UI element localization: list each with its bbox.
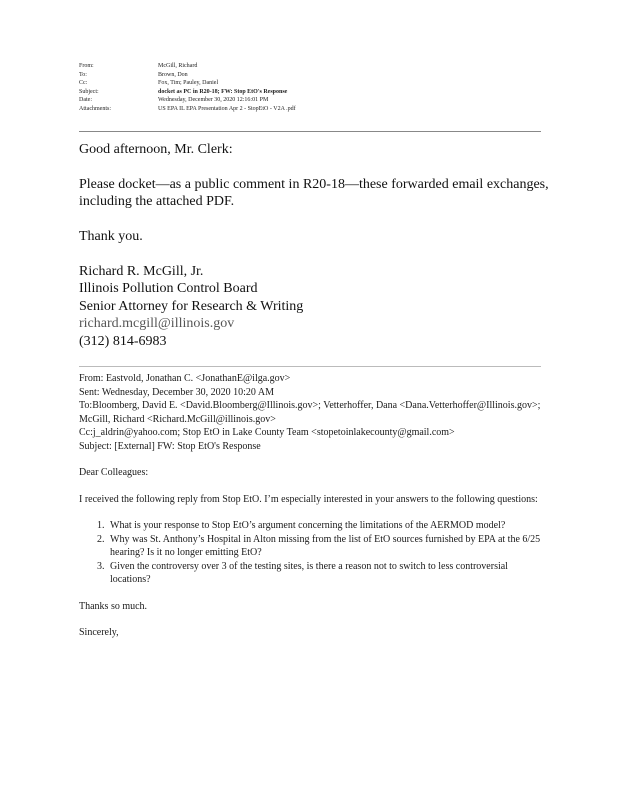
header-label: To: bbox=[79, 71, 87, 78]
list-item: 1. What is your response to Stop EtO’s argument concerning the limitations of the AERMOD model? bbox=[107, 519, 549, 533]
header-label: Subject: bbox=[79, 88, 99, 95]
header-label: Attachments: bbox=[79, 105, 111, 112]
header-label: Date: bbox=[79, 97, 92, 104]
question-list bbox=[79, 519, 549, 587]
list-item: 3. Given the controversy over 3 of the testing sites, is there a reason not to switch to less controversial locations? bbox=[107, 560, 549, 587]
forward-closing: Sincerely, bbox=[79, 627, 119, 638]
forwarded-message bbox=[79, 372, 549, 640]
signature-email-link[interactable]: richard.mcgill@illinois.gov bbox=[79, 316, 235, 332]
message-body bbox=[79, 141, 549, 350]
email-header bbox=[79, 62, 541, 114]
forward-intro: I received the following reply from Stop EtO. I’m especially interested in your answers to the following questions: bbox=[79, 493, 538, 505]
header-value: McGill, Richard bbox=[158, 63, 198, 69]
forward-cc: Cc:j_aldrin@yahoo.com; Stop EtO in Lake County Team <stopetoinlakecounty@gmail.com> bbox=[79, 427, 455, 438]
greeting: Good afternoon, Mr. Clerk: bbox=[79, 142, 233, 157]
forward-thanks: Thanks so much. bbox=[79, 600, 148, 612]
forward-from: From: Eastvold, Jonathan C. <JonathanE@ilga.gov> bbox=[79, 373, 291, 384]
signature-org: Illinois Pollution Control Board bbox=[79, 281, 258, 297]
header-value: Fox, Tim; Pauley, Daniel bbox=[158, 80, 219, 87]
attachment-link[interactable]: US EPA IL EPA Presentation Apr 2 - StopEtO - V2A .pdf bbox=[158, 105, 296, 112]
header-from-row bbox=[79, 62, 541, 71]
header-date-row bbox=[79, 96, 541, 105]
thanks-line: Thank you. bbox=[79, 229, 143, 244]
forward-greeting: Dear Colleagues: bbox=[79, 467, 149, 478]
forward-to: To:Bloomberg, David E. <David.Bloomberg@Illinois.gov>; Vetterhoffer, Dana <Dana.Vetterhoffer@Illinois.gov>; McGill, Richard <Richard.McGill@illinois.gov> bbox=[79, 400, 541, 425]
header-divider bbox=[79, 131, 541, 132]
header-attachments-row bbox=[79, 105, 541, 114]
header-value: Brown, Don bbox=[158, 71, 188, 78]
signature-block bbox=[79, 263, 549, 350]
forward-divider bbox=[79, 366, 541, 367]
header-label: From: bbox=[79, 63, 94, 69]
docket-request: Please docket—as a public comment in R20-18—these forwarded email exchanges, including the attached PDF. bbox=[79, 177, 549, 209]
signature-name: Richard R. McGill, Jr. bbox=[79, 264, 204, 279]
header-cc-row bbox=[79, 79, 541, 88]
header-value: Wednesday, December 30, 2020 12:16:01 PM bbox=[158, 97, 269, 104]
header-value: docket as PC in R20-18; FW: Stop EtO's Response bbox=[158, 88, 288, 95]
list-item: 2. Why was St. Anthony’s Hospital in Alton missing from the list of EtO sources furnished by EPA at the 6/25 hearing? Is it no longer emitting EtO? bbox=[107, 533, 549, 560]
signature-phone: (312) 814-6983 bbox=[79, 333, 167, 349]
forward-sent: Sent: Wednesday, December 30, 2020 10:20 AM bbox=[79, 386, 274, 398]
header-to-row bbox=[79, 71, 541, 80]
header-subject-row bbox=[79, 88, 541, 97]
signature-title: Senior Attorney for Research & Writing bbox=[79, 298, 304, 314]
forward-subject: Subject: [External] FW: Stop EtO's Response bbox=[79, 440, 261, 452]
header-label: Cc: bbox=[79, 80, 88, 87]
